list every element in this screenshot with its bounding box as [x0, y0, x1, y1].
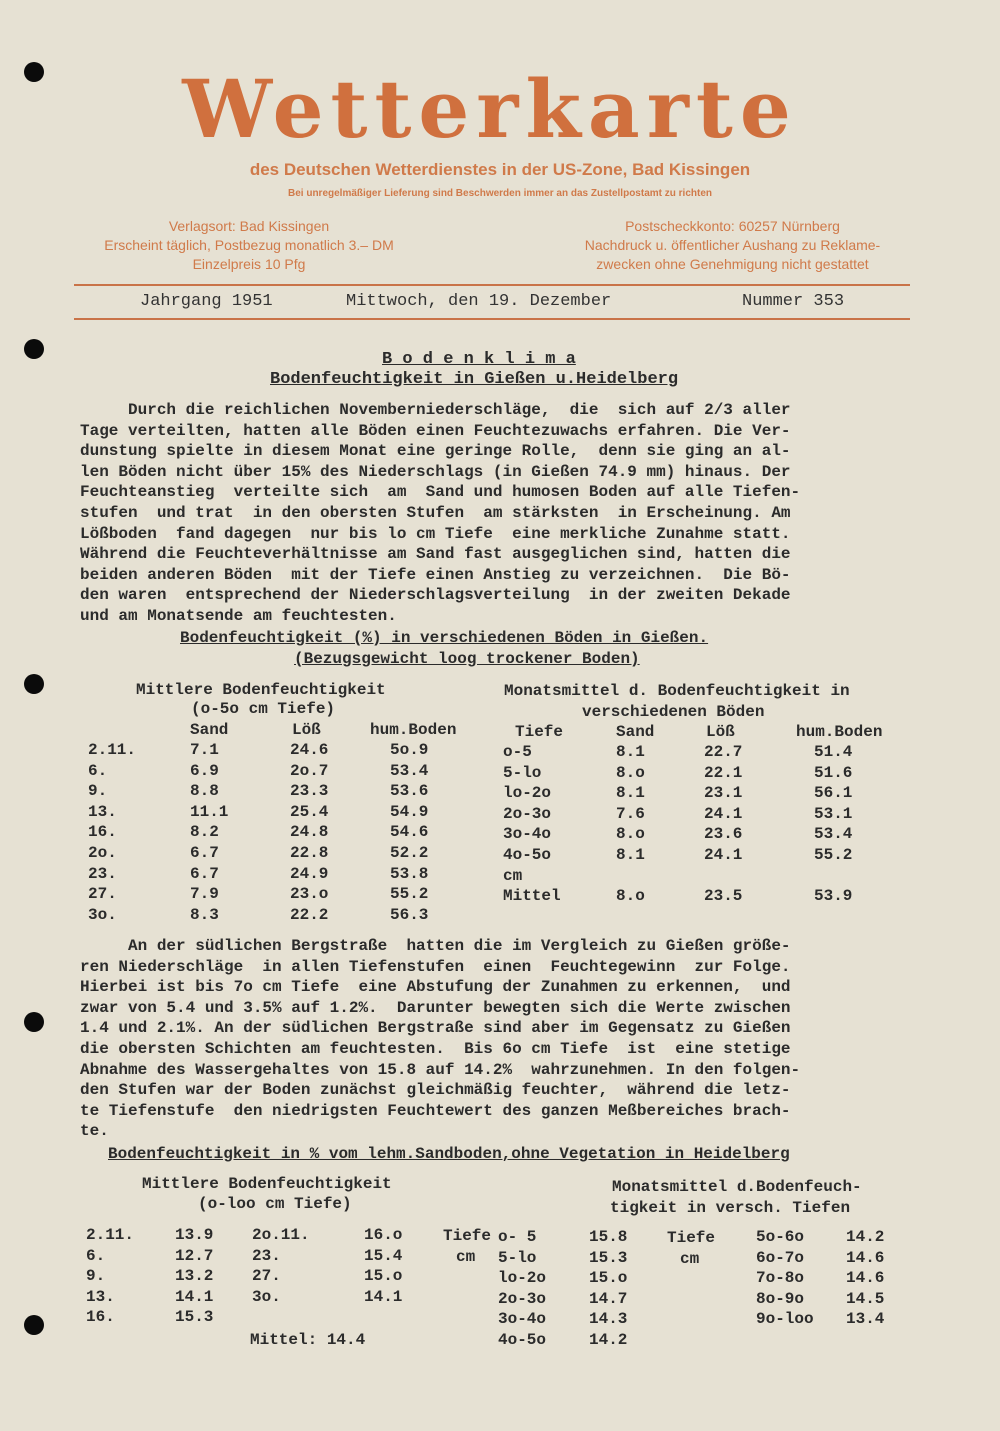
masthead-subtitle: des Deutschen Wetterdienstes in der US-Zone, Bad Kissingen	[249, 160, 751, 179]
table-cell: 16.	[86, 1308, 115, 1327]
table-cell: 13.2	[175, 1267, 214, 1286]
table-cell: 51.6	[814, 763, 853, 782]
table-cell: 5o-6o	[756, 1228, 805, 1246]
punch-hole	[24, 674, 44, 694]
delivery-notice: Bei unregelmäßiger Lieferung sind Beschwerden immer an das Zustellpostamt zu richten	[288, 188, 712, 199]
table-cell: 25.4	[290, 802, 329, 821]
paragraph-line: len Böden nicht über 15% des Niederschlags (in Gießen 74.9 mm) hinaus. Der	[80, 462, 791, 481]
table-cell: 8.o	[616, 825, 645, 844]
table-cell: Mittel	[503, 887, 561, 906]
table-cell: 3o-4o	[503, 825, 552, 844]
table2-cm-label-2: cm	[680, 1250, 700, 1268]
table-cell: 5o.9	[390, 741, 429, 759]
table-cell: 6.	[86, 1246, 106, 1265]
table2-depth-label-2: Tiefe	[667, 1229, 716, 1247]
table-cell: 23.o	[290, 885, 329, 904]
table-cell: 23.6	[704, 825, 743, 844]
table-cell: 24.8	[290, 823, 329, 842]
table-cell: 15.3	[175, 1308, 214, 1327]
article-subheading: Bodenfeuchtigkeit in Gießen u.Heidelberg	[270, 370, 679, 389]
header-rule-top	[74, 284, 910, 286]
table-cell: 22.8	[290, 844, 329, 862]
table-cell: 13.	[88, 802, 117, 821]
table-cell: 53.6	[390, 782, 429, 801]
table-cell: 8.1	[616, 846, 645, 864]
table-cell: 24.6	[290, 741, 329, 759]
table-cell: lo-2o	[498, 1269, 547, 1288]
masthead-title: Wetterkarte	[182, 62, 798, 156]
paragraph-line: Abnahme des Wassergehaltes von 15.8 auf 14.2% wahrzunehmen. In den folgen-	[80, 1060, 801, 1079]
table-cell: 7o-8o	[756, 1269, 805, 1288]
table1-right-title: Monatsmittel d. Bodenfeuchtigkeit in	[504, 682, 850, 700]
table-cell: 22.7	[704, 743, 743, 761]
table-cell: 15.3	[589, 1248, 628, 1267]
table-cell: 54.9	[390, 802, 429, 821]
table-cell: 14.1	[175, 1287, 214, 1306]
paragraph-line: Hierbei ist bis 7o cm Tiefe eine Abstufung der Zunahmen zu erkennen, und	[80, 978, 791, 997]
paragraph-line: te Tiefenstufe den niedrigsten Feuchtewert des ganzen Meßbereiches brach-	[80, 1101, 791, 1120]
table-cell: 23.	[252, 1246, 281, 1265]
info-line: Verlagsort: Bad Kissingen	[168, 218, 330, 234]
table-cell: 8.8	[190, 782, 219, 801]
table-cell: 3o.	[88, 905, 117, 924]
table-cell: 2.11.	[86, 1226, 135, 1244]
table-cell: 8.o	[616, 763, 645, 782]
table2-right-subtitle: tigkeit in versch. Tiefen	[610, 1199, 851, 1217]
table-cell: 5-lo	[503, 763, 542, 782]
table-cell: 15.o	[364, 1267, 403, 1286]
table-cell: 4o-5o	[503, 846, 552, 864]
table-cell: 14.7	[589, 1289, 628, 1308]
table-cell: 14.6	[846, 1269, 885, 1288]
table-cell: 15.8	[589, 1228, 628, 1246]
table1-left-header-humus: hum.Boden	[370, 721, 457, 739]
table-cell: 8.3	[190, 905, 219, 924]
table-cell: 14.5	[846, 1289, 885, 1308]
table-cell: 2o-3o	[498, 1289, 547, 1308]
table-cell: o- 5	[498, 1228, 537, 1246]
table-cell: 55.2	[390, 885, 429, 904]
table1-right-header-loess: Löß	[706, 723, 735, 741]
copyright-info	[560, 217, 905, 274]
table-cell: 2o-3o	[503, 804, 552, 823]
table-cell: 13.9	[175, 1226, 214, 1244]
table-cell: 6.9	[190, 761, 219, 780]
table-cell: 6.	[88, 761, 108, 780]
table-cell: 24.1	[704, 804, 743, 823]
table-cell: 55.2	[814, 846, 853, 864]
table-cell: 5-lo	[498, 1248, 537, 1267]
table-cell: o-5	[503, 743, 532, 761]
table-cell: 56.1	[814, 784, 853, 803]
table-cell: 23.3	[290, 782, 329, 801]
table-cell: 8.1	[616, 784, 645, 803]
table2-left-title: Mittlere Bodenfeuchtigkeit	[142, 1175, 392, 1193]
table-cell: 8o-9o	[756, 1289, 805, 1308]
table-cell: 6o-7o	[756, 1248, 805, 1267]
table1-title: Bodenfeuchtigkeit (%) in verschiedenen Böden in Gießen.	[180, 629, 709, 647]
publisher-info	[84, 217, 414, 274]
table2-cm-label: cm	[456, 1248, 476, 1266]
table-cell: 53.4	[390, 761, 429, 780]
table-cell: 24.9	[290, 864, 329, 883]
table-cell: 7.1	[190, 741, 219, 759]
paragraph-line: ren Niederschläge in allen Tiefenstufen einen Feuchtegewinn zur Folge.	[80, 957, 791, 976]
table1-right-subtitle: verschiedenen Böden	[582, 703, 765, 721]
punch-hole	[24, 1012, 44, 1032]
table-cell: 3o-4o	[498, 1310, 547, 1329]
table-cell: 6.7	[190, 864, 219, 883]
paragraph-line: An der südlichen Bergstraße hatten die im Vergleich zu Gießen größe-	[80, 937, 791, 955]
table-cell: 14.2	[589, 1331, 628, 1349]
table1-right-header-humus: hum.Boden	[796, 723, 883, 741]
table2-right-title: Monatsmittel d.Bodenfeuch-	[612, 1178, 862, 1196]
table-cell: 8.o	[616, 887, 645, 906]
table-cell: 56.3	[390, 905, 429, 924]
table-cell: 27.	[88, 885, 117, 904]
punch-hole	[24, 1315, 44, 1335]
table-cell: cm	[503, 866, 523, 885]
paragraph-line: beiden anderen Böden mit der Tiefe einen Anstieg zu verzeichnen. Die Bö-	[80, 565, 791, 584]
table-cell: 9.	[88, 782, 108, 801]
table-cell: 2.11.	[88, 741, 137, 759]
table-cell: 7.9	[190, 885, 219, 904]
table1-subtitle: (Bezugsgewicht loog trockener Boden)	[294, 650, 640, 668]
table-cell: 14.6	[846, 1248, 885, 1267]
table-cell: 14.2	[846, 1228, 885, 1246]
table-cell: 6.7	[190, 844, 219, 862]
table1-left-title: Mittlere Bodenfeuchtigkeit	[136, 681, 386, 699]
table-cell: 23.	[88, 864, 117, 883]
paragraph-line: te.	[80, 1122, 109, 1141]
paragraph-line: Lößboden fand dagegen nur bis lo cm Tiefe eine merkliche Zunahme statt.	[80, 524, 791, 543]
table-cell: 14.1	[364, 1287, 403, 1306]
table2-title: Bodenfeuchtigkeit in % vom lehm.Sandboden,ohne Vegetation in Heidelberg	[108, 1145, 790, 1163]
info-line: Einzelpreis 10 Pfg	[192, 256, 306, 272]
table-cell: 24.1	[704, 846, 743, 864]
paragraph-line: den waren entsprechend der Niederschlagsverteilung in der zweiten Dekade	[80, 586, 791, 605]
table-cell: 9.	[86, 1267, 106, 1286]
table-cell: 7.6	[616, 804, 645, 823]
table-cell: 54.6	[390, 823, 429, 842]
table-cell: 23.5	[704, 887, 743, 906]
table-cell: 3o.	[252, 1287, 281, 1306]
table1-right-header-sand: Sand	[616, 723, 655, 741]
table-cell: 53.8	[390, 864, 429, 883]
table2-depth-label: Tiefe	[443, 1227, 492, 1245]
table-cell: 8.1	[616, 743, 645, 761]
issue-date: Mittwoch, den 19. Dezember	[346, 292, 612, 311]
table-cell: 2o.	[88, 844, 117, 862]
table-cell: 15.o	[589, 1269, 628, 1288]
table-cell: 16.o	[364, 1226, 403, 1244]
table-cell: 53.9	[814, 887, 853, 906]
table2-left-subtitle: (o-loo cm Tiefe)	[198, 1195, 352, 1213]
table-cell: 13.	[86, 1287, 115, 1306]
info-line: Postscheckkonto: 60257 Nürnberg	[625, 218, 840, 234]
table-cell: 53.4	[814, 825, 853, 844]
table2-mean: Mittel: 14.4	[250, 1331, 366, 1349]
table-cell: 4o-5o	[498, 1331, 547, 1349]
paragraph-line: den Stufen war der Boden zunächst gleichmäßig feuchter, während die letz-	[80, 1081, 791, 1100]
paragraph-line: Während die Feuchteverhältnisse am Sand fast ausgeglichen sind, hatten die	[80, 545, 791, 564]
table-cell: 22.2	[290, 905, 329, 924]
info-line: Nachdruck u. öffentlicher Aushang zu Reklame-	[584, 237, 881, 253]
paragraph-line: Feuchteanstieg verteilte sich am Sand und humosen Boden auf alle Tiefen-	[80, 483, 801, 502]
table-cell: 12.7	[175, 1246, 214, 1265]
table-cell: 27.	[252, 1267, 281, 1286]
table-cell: 16.	[88, 823, 117, 842]
info-line: Erscheint täglich, Postbezug monatlich 3.– DM	[104, 237, 394, 253]
paragraph-line: Durch die reichlichen Novemberniederschläge, die sich auf 2/3 aller	[80, 401, 791, 419]
table1-right-header-depth: Tiefe	[515, 723, 564, 741]
header-rule-bottom	[74, 318, 910, 320]
table-cell: 53.1	[814, 804, 853, 823]
article-heading: B o d e n k l i m a	[382, 350, 576, 369]
issue-number: Nummer 353	[742, 292, 845, 311]
table-cell: 14.3	[589, 1310, 628, 1329]
issue-year: Jahrgang 1951	[140, 292, 273, 311]
table-cell: lo-2o	[503, 784, 552, 803]
table-cell: 23.1	[704, 784, 743, 803]
info-line: zwecken ohne Genehmigung nicht gestattet	[596, 256, 869, 272]
table-cell: 8.2	[190, 823, 219, 842]
paragraph-line: dunstung spielte in diesem Monat eine geringe Rolle, denn sie ging an al-	[80, 442, 791, 461]
table-cell: 51.4	[814, 743, 853, 761]
table-cell: 15.4	[364, 1246, 403, 1265]
paragraph-line: die obersten Schichten am feuchtesten. Bis 6o cm Tiefe ist eine stetige	[80, 1040, 791, 1058]
table-cell: 52.2	[390, 844, 429, 862]
table-cell: 13.4	[846, 1310, 885, 1329]
table1-left-header-loess: Löß	[292, 721, 321, 739]
paragraph-line: stufen und trat in den obersten Stufen am stärksten in Erscheinung. Am	[80, 504, 791, 522]
table-cell: 9o-loo	[756, 1310, 814, 1329]
table1-left-subtitle: (o-5o cm Tiefe)	[191, 700, 336, 718]
table1-left-header-sand: Sand	[190, 721, 229, 739]
paragraph-line: Tage verteilten, hatten alle Böden einen Feuchtezuwachs erfahren. Die Ver-	[80, 421, 791, 440]
paragraph-line: zwar von 5.4 und 3.5% auf 1.2%. Darunter bewegten sich die Werte zwischen	[80, 998, 791, 1017]
table-cell: 22.1	[704, 763, 743, 782]
punch-hole	[24, 339, 44, 359]
paragraph-line: 1.4 und 2.1%. An der südlichen Bergstraße sind aber im Gegensatz zu Gießen	[80, 1019, 791, 1038]
table-cell: 2o.7	[290, 761, 329, 780]
table-cell: 11.1	[190, 802, 229, 821]
table-cell: 2o.11.	[252, 1226, 310, 1244]
paragraph-line: und am Monatsende am feuchtesten.	[80, 607, 397, 625]
